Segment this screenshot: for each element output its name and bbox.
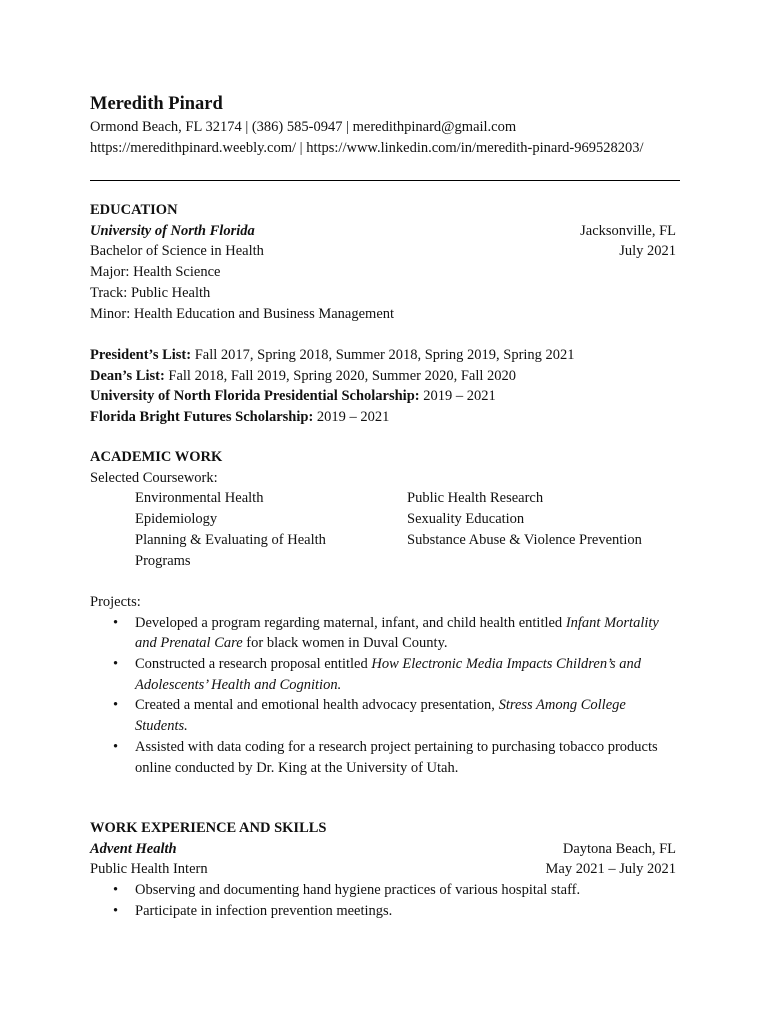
course-item: Environmental Health (135, 490, 264, 507)
spacer (90, 571, 676, 592)
degree-row (90, 241, 676, 262)
coursework-column-right (407, 488, 642, 571)
coursework-column-left (135, 488, 361, 571)
academic-heading: ACADEMIC WORK (90, 449, 223, 465)
education-section (90, 200, 676, 428)
project-title: How Electronic Media Impacts Children’s and Adolescents’ Health and Cognition. (135, 656, 642, 693)
honor-item (90, 366, 676, 387)
honor-value: Fall 2018, Fall 2019, Spring 2020, Summer 2020, Fall 2020 (164, 367, 517, 384)
project-text: for black women in Duval County. (242, 635, 448, 652)
academic-section (90, 447, 676, 778)
project-text: Created a mental and emotional health advocacy presentation, (135, 697, 499, 714)
honor-label: Dean’s List: (90, 367, 165, 384)
school-row (90, 221, 676, 242)
spacer (90, 324, 676, 345)
honor-item (90, 386, 676, 407)
work-section (90, 818, 676, 922)
school-name: University of North Florida (90, 222, 255, 239)
school-location: Jacksonville, FL (580, 222, 676, 239)
education-heading: EDUCATION (90, 202, 178, 218)
employer-location: Daytona Beach, FL (562, 840, 676, 857)
minor: Minor: Health Education and Business Management (90, 305, 395, 322)
project-title: Stress Among College Students. (135, 697, 626, 735)
course-item: Sexuality Education (407, 511, 525, 528)
course-item: Planning & Evaluating of Health Programs (135, 531, 326, 569)
work-bullet: • Observing and documenting hand hygiene practices of various hospital staff. (90, 880, 676, 901)
contact-line: Ormond Beach, FL 32174 | (386) 585-0947 | meredithpinard@gmail.com (90, 119, 517, 135)
major: Major: Health Science (90, 264, 221, 281)
coursework-list (135, 488, 676, 571)
contact-block (90, 117, 710, 158)
projects-label: Projects: (90, 593, 141, 610)
honor-item (90, 345, 676, 366)
course-item: Epidemiology (135, 511, 218, 528)
employer-row (90, 839, 676, 860)
work-bullets (90, 880, 676, 921)
course-item: Substance Abuse & Violence Prevention (407, 531, 642, 548)
project-text: Developed a program regarding maternal, infant, and child health entitled (135, 614, 566, 631)
course-item: Public Health Research (407, 490, 544, 507)
job-dates: May 2021 – July 2021 (545, 861, 676, 878)
project-item (90, 695, 676, 736)
job-role: Public Health Intern (90, 861, 208, 878)
work-bullet: • Participate in infection prevention meetings. (90, 901, 676, 922)
candidate-name: Meredith Pinard (90, 94, 223, 114)
honor-label: University of North Florida Presidential Scholarship: (90, 388, 420, 405)
project-text: Constructed a research proposal entitled (135, 656, 372, 673)
honor-label: Florida Bright Futures Scholarship: (90, 409, 314, 426)
honor-label: President’s List: (90, 346, 192, 363)
degree-date: July 2021 (619, 243, 676, 260)
employer-name: Advent Health (90, 840, 177, 857)
honor-value: Fall 2017, Spring 2018, Summer 2018, Spring 2019, Spring 2021 (191, 346, 575, 363)
project-title: Infant Mortality and Prenatal Care (135, 614, 659, 652)
role-row (90, 859, 676, 880)
projects-list (90, 613, 676, 779)
work-heading: WORK EXPERIENCE AND SKILLS (90, 820, 327, 836)
project-item (90, 737, 676, 778)
header-divider (90, 180, 680, 181)
project-text: Assisted with data coding for a research project pertaining to purchasing tobacco products online conducted by Dr. King at the University of Utah. (135, 738, 658, 776)
honor-value: 2019 – 2021 (419, 388, 496, 405)
coursework-label: Selected Coursework: (90, 469, 218, 486)
honor-value: 2019 – 2021 (313, 409, 390, 426)
track: Track: Public Health (90, 284, 211, 301)
project-item (90, 654, 676, 695)
honor-item (90, 407, 676, 428)
degree: Bachelor of Science in Health (90, 243, 264, 260)
links-line: https://meredithpinard.weebly.com/ | https://www.linkedin.com/in/meredith-pinard-969528203/ (90, 139, 644, 156)
project-item (90, 613, 676, 654)
